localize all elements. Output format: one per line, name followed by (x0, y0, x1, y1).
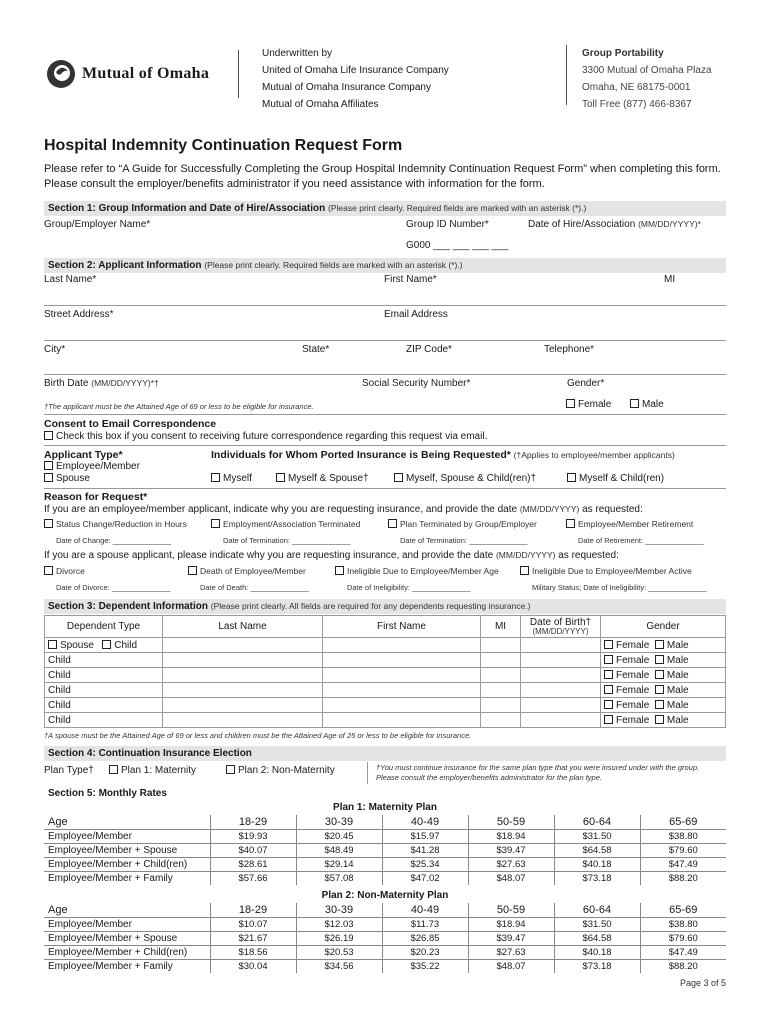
mi-cell[interactable] (481, 638, 521, 653)
gender-cell[interactable]: Female Male (601, 713, 726, 728)
col-first-name: First Name (323, 616, 481, 638)
checkbox-icon (630, 399, 639, 408)
checkbox-icon (44, 431, 53, 440)
rate-cell: $11.73 (382, 917, 468, 931)
age-group-5: 60-64 (554, 815, 640, 829)
underwriter-2: Mutual of Omaha Insurance Company (262, 82, 431, 93)
dob-cell[interactable] (521, 653, 601, 668)
dependent-type-cell: Child (45, 683, 163, 698)
dependent-type-cell: Child (45, 698, 163, 713)
checkbox-icon (226, 765, 235, 774)
dependent-table-header (45, 616, 726, 638)
rate-cell: $26.19 (296, 931, 382, 945)
checkbox-icon (604, 655, 613, 664)
military-ineligibility-field[interactable]: Military Status; Date of Ineligibility: ______________ (532, 583, 707, 592)
address-line-3: Toll Free (877) 466-8367 (582, 99, 692, 110)
rate-label: Employee/Member + Family (44, 871, 210, 885)
checkbox-icon (655, 715, 664, 724)
birth-date-field[interactable]: Birth Date (MM/DD/YYYY)*† (44, 378, 159, 389)
rate-cell: $57.08 (296, 871, 382, 885)
section-4-header: Section 4: Continuation Insurance Election (44, 746, 726, 761)
dob-cell[interactable] (521, 698, 601, 713)
last-name-cell[interactable] (163, 638, 323, 653)
rate-cell: $73.18 (554, 871, 640, 885)
email-address-field[interactable]: Email Address (384, 309, 448, 320)
plan-type-label: Plan Type† (44, 765, 94, 776)
address-block (582, 45, 712, 113)
rate-cell: $27.63 (468, 945, 554, 959)
rate-cell: $20.23 (382, 945, 468, 959)
rate-cell: $40.18 (554, 945, 640, 959)
first-name-cell[interactable] (323, 713, 481, 728)
table-row (44, 843, 726, 857)
first-name-cell[interactable] (323, 653, 481, 668)
col-mi: MI (481, 616, 521, 638)
divider (44, 340, 726, 341)
reason-ineligible-age-checkbox[interactable]: Ineligible Due to Employee/Member Age (335, 566, 499, 576)
individuals-myself-checkbox[interactable]: Myself (211, 473, 252, 484)
table-row (44, 917, 726, 931)
divider (44, 305, 726, 306)
underwriter-title: Underwritten by (262, 48, 333, 59)
rate-cell: $38.80 (640, 917, 726, 931)
table-row (44, 857, 726, 871)
rate-label: Employee/Member + Family (44, 959, 210, 973)
checkbox-icon (394, 473, 403, 482)
rate-cell: $48.49 (296, 843, 382, 857)
rate-cell: $28.61 (210, 857, 296, 871)
last-name-cell[interactable] (163, 683, 323, 698)
individuals-myself-children-checkbox[interactable]: Myself & Child(ren) (567, 473, 664, 484)
reason-divorce-checkbox[interactable]: Divorce (44, 566, 85, 576)
rate-cell: $57.66 (210, 871, 296, 885)
rate-cell: $29.14 (296, 857, 382, 871)
checkbox-icon (102, 640, 111, 649)
plan-2-title: Plan 2: Non-Maternity Plan (321, 890, 449, 901)
age-group-6: 65-69 (640, 815, 726, 829)
age-group-1: 18-29 (210, 815, 296, 829)
checkbox-icon (520, 566, 529, 575)
rate-label: Employee/Member + Child(ren) (44, 857, 210, 871)
checkbox-icon (566, 519, 575, 528)
reason-plan-terminated-checkbox[interactable]: Plan Terminated by Group/Employer (388, 519, 537, 529)
rate-cell: $73.18 (554, 959, 640, 973)
table-row (45, 638, 726, 653)
table-row (45, 698, 726, 713)
date-of-ineligibility-field[interactable]: Date of Ineligibility: ______________ (347, 583, 471, 592)
street-address-field[interactable]: Street Address* (44, 309, 114, 320)
address-line-2: Omaha, NE 68175-0001 (582, 82, 691, 93)
plan-2-checkbox[interactable]: Plan 2: Non-Maternity (226, 765, 335, 776)
reason-ineligible-active-checkbox[interactable]: Ineligible Due to Employee/Member Active (520, 566, 692, 576)
hire-date-field[interactable]: Date of Hire/Association (MM/DD/YYYY)* (528, 219, 701, 230)
mi-cell[interactable] (481, 683, 521, 698)
section-5-header: Section 5: Monthly Rates (44, 786, 726, 801)
rate-cell: $27.63 (468, 857, 554, 871)
age-group-2: 30-39 (296, 815, 382, 829)
rate-cell: $31.50 (554, 829, 640, 843)
checkbox-icon (44, 566, 53, 575)
checkbox-icon (655, 655, 664, 664)
rate-cell: $79.60 (640, 843, 726, 857)
plan-1-title: Plan 1: Maternity Plan (333, 802, 437, 813)
rate-cell: $20.45 (296, 829, 382, 843)
rate-label: Employee/Member (44, 829, 210, 843)
first-name-cell[interactable] (323, 668, 481, 683)
section-3-header: Section 3: Dependent Information (Please print clearly. All fields are required for any dependents requesting insurance.) (44, 599, 726, 614)
rate-cell: $12.03 (296, 917, 382, 931)
dependent-type-cell: Child (45, 713, 163, 728)
checkbox-icon (566, 399, 575, 408)
header-divider (238, 50, 239, 98)
applicant-age-note: †The applicant must be the Attained Age of 69 or less to be eligible for insurance. (44, 402, 314, 411)
age-group-4: 50-59 (468, 903, 554, 917)
rate-label: Employee/Member + Child(ren) (44, 945, 210, 959)
dependent-type-cell[interactable]: Spouse Child (45, 638, 163, 653)
age-label: Age (48, 903, 68, 916)
divider (44, 414, 726, 415)
checkbox-icon (604, 670, 613, 679)
divider (44, 488, 726, 489)
dob-cell[interactable] (521, 668, 601, 683)
rate-cell: $39.47 (468, 843, 554, 857)
plan-note-line-2: Please consult the employer/benefits administrator for the plan type. (376, 773, 602, 782)
col-dob: Date of Birth† (MM/DD/YYYY) (521, 616, 601, 638)
dependent-type-cell: Child (45, 668, 163, 683)
gender-male-checkbox[interactable]: Male (630, 399, 664, 410)
date-of-plan-termination-field[interactable]: Date of Termination: ______________ (400, 536, 528, 545)
date-of-retirement-field[interactable]: Date of Retirement: ______________ (578, 536, 704, 545)
applicant-type-spouse-checkbox[interactable]: Spouse (44, 473, 90, 484)
age-group-4: 50-59 (468, 815, 554, 829)
rate-cell: $88.20 (640, 959, 726, 973)
checkbox-icon (655, 700, 664, 709)
age-group-6: 65-69 (640, 903, 726, 917)
rate-cell: $79.60 (640, 931, 726, 945)
checkbox-icon (188, 566, 197, 575)
rate-cell: $30.04 (210, 959, 296, 973)
logo-text: Mutual of Omaha (82, 65, 210, 82)
table-row (44, 959, 726, 973)
checkbox-icon (211, 519, 220, 528)
rates-header-row (44, 815, 726, 829)
checkbox-icon (44, 519, 53, 528)
gender-label: Gender* (567, 378, 605, 389)
rate-cell: $48.07 (468, 959, 554, 973)
table-row (45, 713, 726, 728)
rate-cell: $15.97 (382, 829, 468, 843)
age-group-3: 40-49 (382, 903, 468, 917)
underwriter-3: Mutual of Omaha Affiliates (262, 99, 379, 110)
telephone-field[interactable]: Telephone* (544, 344, 595, 355)
rates-header-row (44, 903, 726, 917)
checkbox-icon (655, 685, 664, 694)
rate-cell: $48.07 (468, 871, 554, 885)
mi-cell[interactable] (481, 653, 521, 668)
zip-field[interactable]: ZIP Code* (406, 344, 452, 355)
reason-retirement-checkbox[interactable]: Employee/Member Retirement (566, 519, 693, 529)
page-number: Page 3 of 5 (679, 978, 726, 988)
last-name-cell[interactable] (163, 713, 323, 728)
divider (44, 374, 726, 375)
group-id-field[interactable]: Group ID Number* (406, 219, 489, 230)
checkbox-icon (604, 715, 613, 724)
rate-cell: $26.85 (382, 931, 468, 945)
employee-reason-text: If you are an employee/member applicant, indicate why you are requesting insurance, and provide the date (MM/DD/YYYY) as requested: (44, 504, 643, 515)
rate-cell: $41.28 (382, 843, 468, 857)
reason-terminated-checkbox[interactable]: Employment/Association Terminated (211, 519, 360, 529)
age-group-1: 18-29 (210, 903, 296, 917)
rate-cell: $25.34 (382, 857, 468, 871)
rate-cell: $34.56 (296, 959, 382, 973)
rate-cell: $31.50 (554, 917, 640, 931)
rate-cell: $10.07 (210, 917, 296, 931)
gender-cell[interactable]: Female Male (601, 653, 726, 668)
dependent-type-cell: Child (45, 653, 163, 668)
divider (367, 762, 368, 784)
section-2-header: Section 2: Applicant Information (Please print clearly. Required fields are marked with an asterisk (*).) (44, 258, 726, 273)
first-name-cell[interactable] (323, 698, 481, 713)
col-last-name: Last Name (163, 616, 323, 638)
checkbox-icon (388, 519, 397, 528)
plan-1-checkbox[interactable]: Plan 1: Maternity (109, 765, 196, 776)
dob-cell[interactable] (521, 683, 601, 698)
age-group-2: 30-39 (296, 903, 382, 917)
header-divider-2 (566, 45, 567, 105)
rate-cell: $38.80 (640, 829, 726, 843)
consent-title: Consent to Email Correspondence (44, 418, 217, 430)
col-dependent-type: Dependent Type (45, 616, 163, 638)
col-gender: Gender (601, 616, 726, 638)
applicant-type-employee-checkbox[interactable]: Employee/Member (44, 461, 140, 472)
checkbox-icon (48, 640, 57, 649)
rate-cell: $21.67 (210, 931, 296, 945)
address-title: Group Portability (582, 48, 664, 59)
gender-cell[interactable]: Female Male (601, 638, 726, 653)
rate-cell: $47.02 (382, 871, 468, 885)
first-name-cell[interactable] (323, 683, 481, 698)
dob-cell[interactable] (521, 638, 601, 653)
plan-note-line-1: †You must continue insurance for the same plan type that you were insured under with the group. (376, 763, 700, 772)
consent-checkbox[interactable]: Check this box if you consent to receiving future correspondence regarding this request via email. (44, 431, 487, 442)
group-id-value: G000 ___ ___ ___ ___ (406, 240, 509, 251)
rate-label: Employee/Member + Spouse (44, 843, 210, 857)
table-row (44, 829, 726, 843)
lion-logo-icon (44, 58, 78, 90)
applicant-type-title: Applicant Type* (44, 449, 123, 461)
gender-female-checkbox[interactable]: Female (566, 399, 611, 410)
underwriter-block (262, 45, 449, 113)
reason-status-change-checkbox[interactable]: Status Change/Reduction in Hours (44, 519, 187, 529)
date-of-divorce-field[interactable]: Date of Divorce: ______________ (56, 583, 171, 592)
rate-label: Employee/Member + Spouse (44, 931, 210, 945)
rate-cell: $47.49 (640, 857, 726, 871)
rate-cell: $40.18 (554, 857, 640, 871)
checkbox-icon (604, 700, 613, 709)
checkbox-icon (567, 473, 576, 482)
checkbox-icon (44, 473, 53, 482)
checkbox-icon (604, 685, 613, 694)
form-intro: Please refer to “A Guide for Successfully Completing the Group Hospital Indemnity Continuation Request Form” when completing this form. Please consult the employer/benefits administrator if you need assistance with information for the form. (44, 163, 721, 190)
checkbox-icon (109, 765, 118, 774)
rate-cell: $18.56 (210, 945, 296, 959)
reason-title: Reason for Request* (44, 491, 148, 503)
last-name-cell[interactable] (163, 653, 323, 668)
logo (44, 58, 224, 90)
checkbox-icon (44, 461, 53, 470)
checkbox-icon (655, 670, 664, 679)
first-name-field[interactable]: First Name* (384, 274, 437, 285)
last-name-cell[interactable] (163, 668, 323, 683)
last-name-cell[interactable] (163, 698, 323, 713)
rate-cell: $19.93 (210, 829, 296, 843)
last-name-field[interactable]: Last Name* (44, 274, 97, 285)
table-row (45, 668, 726, 683)
rate-cell: $18.94 (468, 829, 554, 843)
table-row (44, 945, 726, 959)
reason-death-checkbox[interactable]: Death of Employee/Member (188, 566, 306, 576)
checkbox-icon (335, 566, 344, 575)
age-group-3: 40-49 (382, 815, 468, 829)
table-row (45, 683, 726, 698)
plan-1-rates-table (44, 815, 726, 885)
first-name-cell[interactable] (323, 638, 481, 653)
dependent-table (44, 615, 726, 728)
checkbox-icon (211, 473, 220, 482)
date-of-termination-field[interactable]: Date of Termination: ______________ (223, 536, 351, 545)
ssn-field[interactable]: Social Security Number* (362, 378, 471, 389)
dependent-age-note: †A spouse must be the Attained Age of 69 or less and children must be the Attained Age of 25 or less to be eligible for insurance. (44, 731, 472, 740)
individuals-family-checkbox[interactable]: Myself, Spouse & Child(ren)† (394, 473, 536, 484)
rate-cell: $47.49 (640, 945, 726, 959)
table-row (45, 653, 726, 668)
rate-cell: $35.22 (382, 959, 468, 973)
rate-cell: $40.07 (210, 843, 296, 857)
rate-cell: $64.58 (554, 843, 640, 857)
spouse-reason-text: If you are a spouse applicant, please indicate why you are requesting insurance, and provide the date (MM/DD/YYYY) as requested: (44, 550, 619, 561)
rate-cell: $18.94 (468, 917, 554, 931)
rate-label: Employee/Member (44, 917, 210, 931)
table-row (44, 931, 726, 945)
age-group-5: 60-64 (554, 903, 640, 917)
city-field[interactable]: City* (44, 344, 66, 355)
rate-cell: $20.53 (296, 945, 382, 959)
plan-2-rates-table (44, 903, 726, 973)
rate-cell: $88.20 (640, 871, 726, 885)
divider (44, 445, 726, 446)
checkbox-icon (604, 640, 613, 649)
age-label: Age (48, 815, 68, 828)
mi-cell[interactable] (481, 698, 521, 713)
mi-cell[interactable] (481, 668, 521, 683)
individuals-myself-spouse-checkbox[interactable]: Myself & Spouse† (276, 473, 369, 484)
dob-cell[interactable] (521, 713, 601, 728)
section-1-header: Section 1: Group Information and Date of Hire/Association (Please print clearly. Required fields are marked with an asterisk (*).) (44, 201, 726, 216)
table-row (44, 871, 726, 885)
date-of-change-field[interactable]: Date of Change: ______________ (56, 536, 172, 545)
underwriter-1: United of Omaha Life Insurance Company (262, 65, 449, 76)
address-line-1: 3300 Mutual of Omaha Plaza (582, 65, 712, 76)
gender-cell[interactable]: Female Male (601, 683, 726, 698)
gender-cell[interactable]: Female Male (601, 698, 726, 713)
individuals-title: Individuals for Whom Ported Insurance is Being Requested* (†Applies to employee/member applicants) (211, 449, 675, 461)
gender-cell[interactable]: Female Male (601, 668, 726, 683)
state-field[interactable]: State* (302, 344, 330, 355)
form-title: Hospital Indemnity Continuation Request Form (44, 137, 403, 154)
rate-cell: $64.58 (554, 931, 640, 945)
checkbox-icon (276, 473, 285, 482)
mi-field[interactable]: MI (664, 274, 676, 285)
checkbox-icon (655, 640, 664, 649)
rate-cell: $39.47 (468, 931, 554, 945)
mi-cell[interactable] (481, 713, 521, 728)
date-of-death-field[interactable]: Date of Death: ______________ (200, 583, 309, 592)
employer-name-field[interactable]: Group/Employer Name* (44, 219, 151, 230)
